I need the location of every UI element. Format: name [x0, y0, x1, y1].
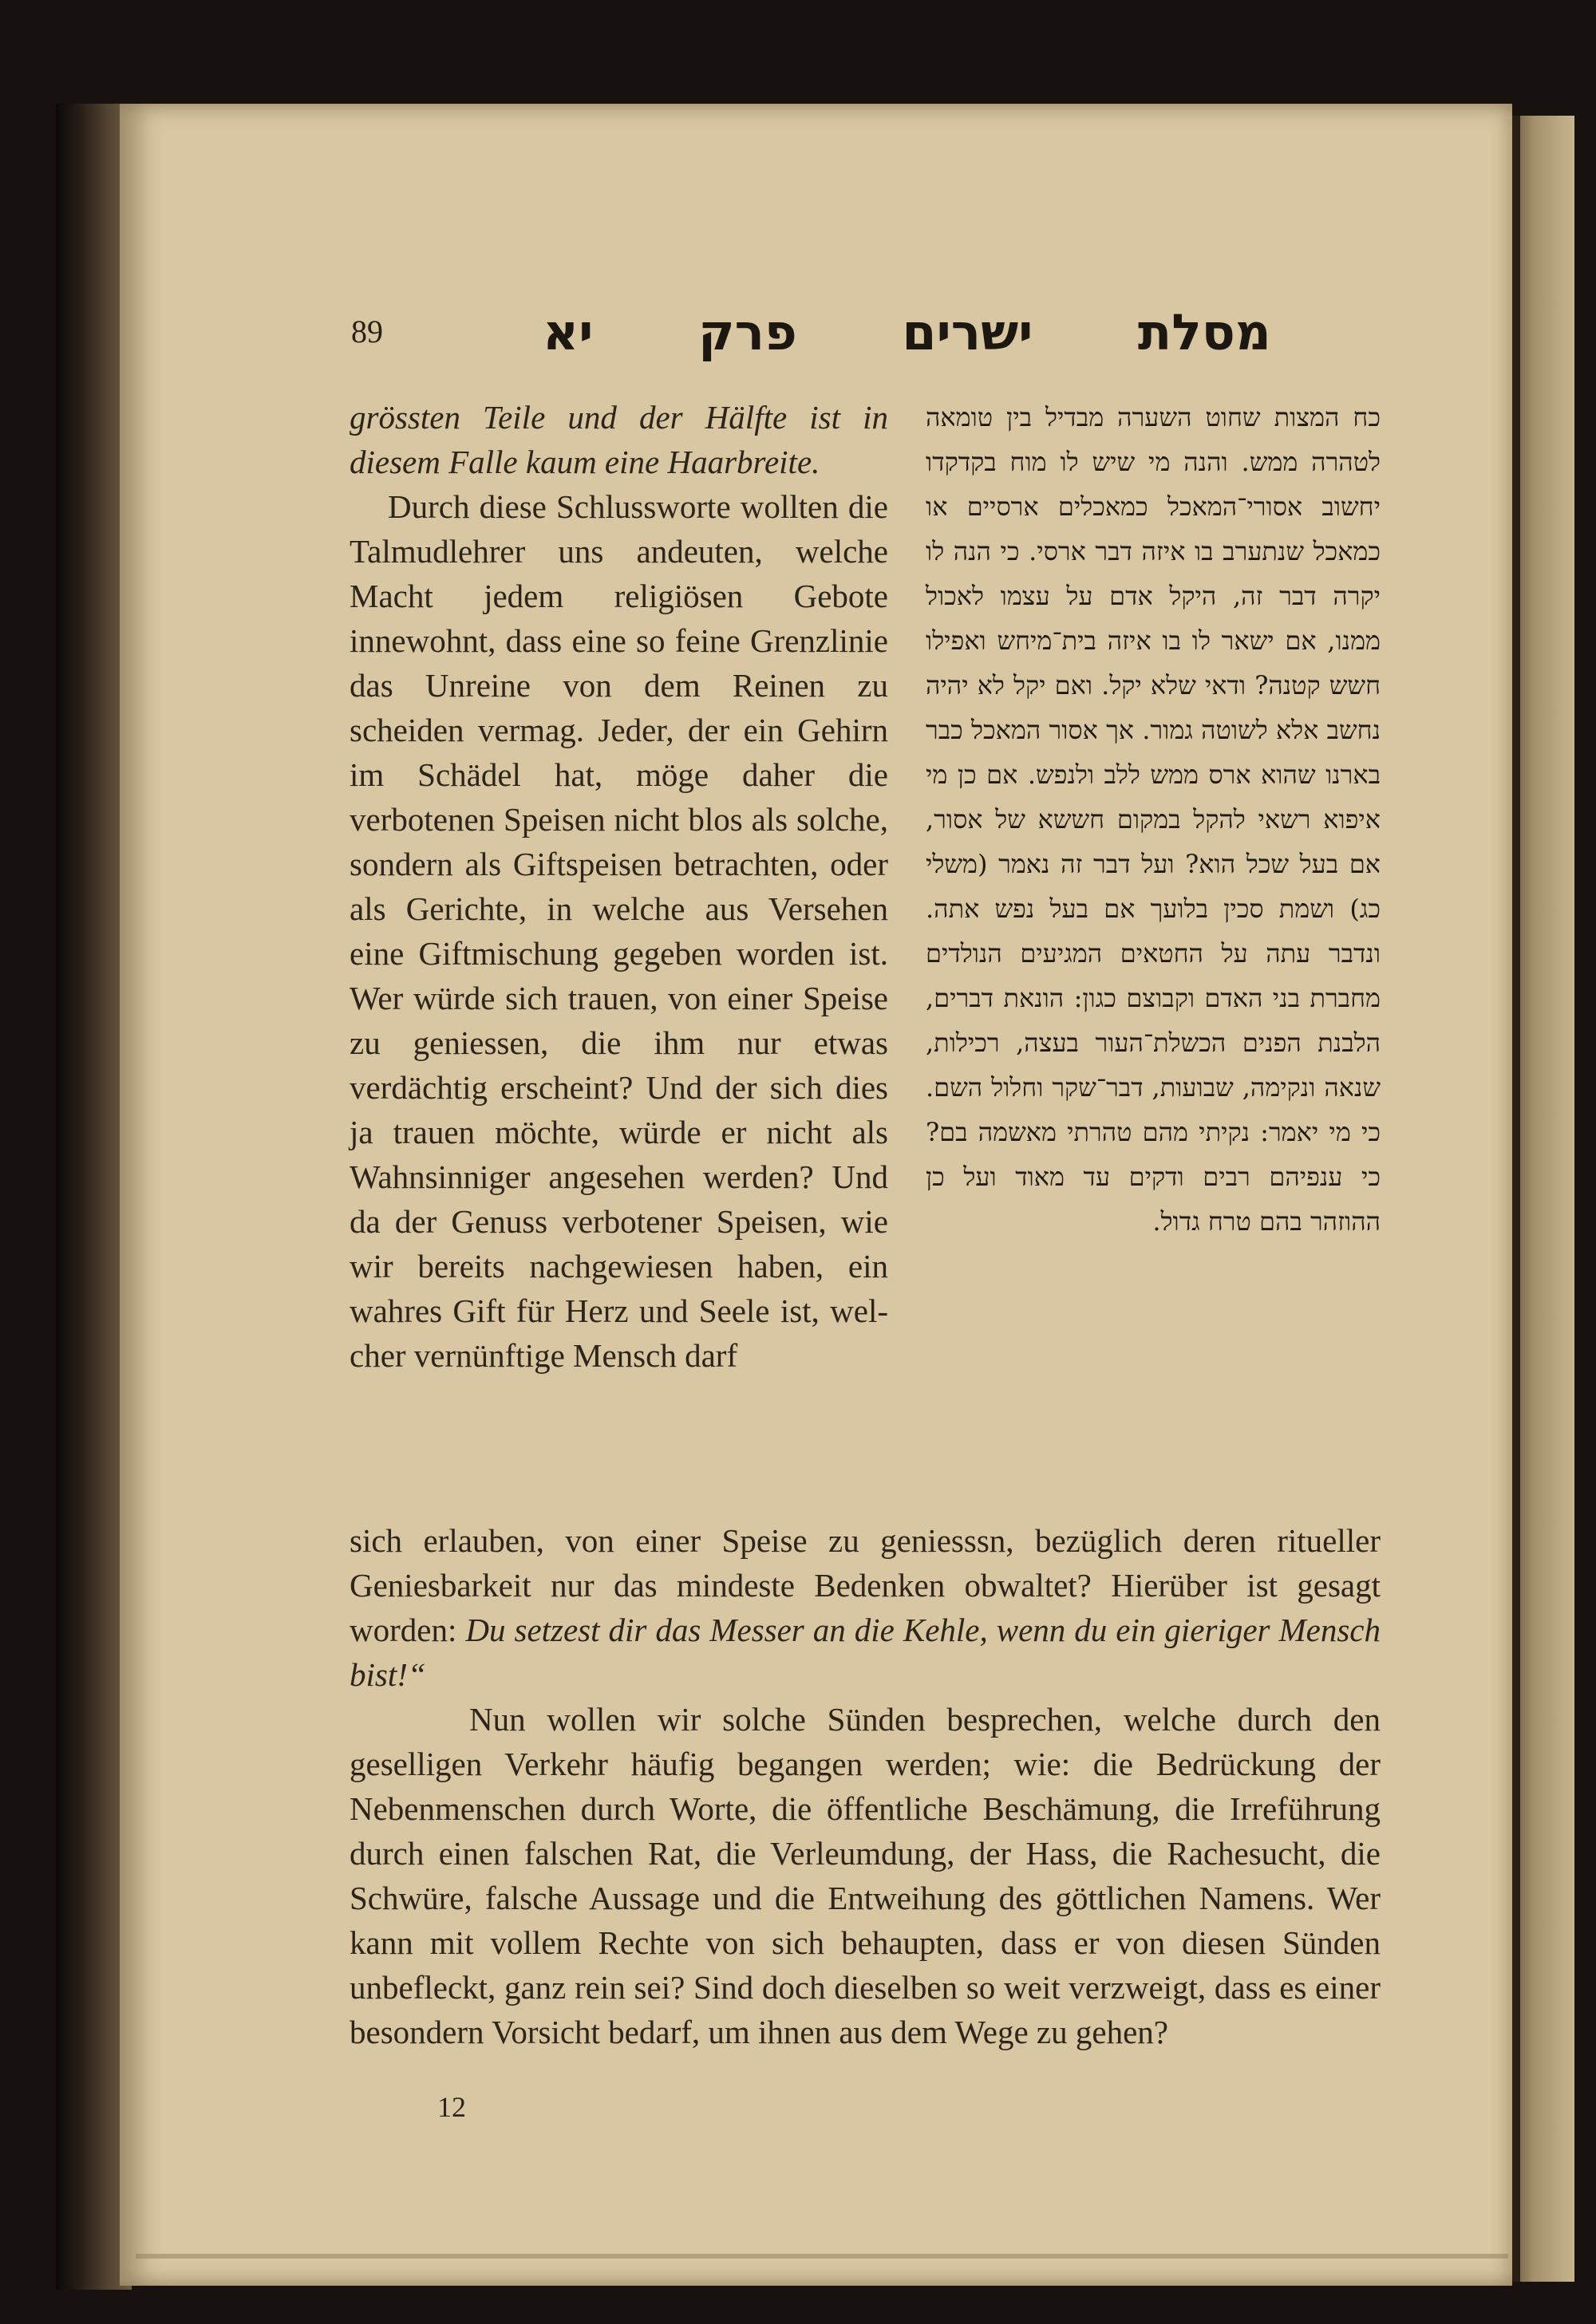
page-number: 89: [351, 314, 383, 349]
german-paragraph: Durch diese Schlussworte wollten die Talmudlehrer uns andeuten, welche Macht jedem religiösen Gebote innewohnt, dass eine so feine Grenzlinie das Unreine von dem Reinen zu scheiden vermag. Jeder, der ein Gehirn im Schädel hat, möge daher die verbotenen Speisen nicht blos als solche, sondern als Giftspeisen betrachten, oder als Gerichte, in welche aus Versehen eine Giftmischung gegeben worden ist. Wer würde sich trauen, von einer Speise zu geniessen, die ihm nur etwas verdächtig erscheint? Und der sich dies ja trauen möchte, würde er nicht als Wahnsinniger angesehen werden? Und da der Genuss verbotener Speisen, wie wir bereits nachgewiesen haben, ein wahres Gift für Herz und Seele ist, welcher vernünftige Mensch darf: [350, 488, 888, 1374]
hebrew-column: [926, 395, 1381, 1244]
adjacent-page-edge: [1512, 116, 1574, 2282]
german-paragraph-continued: grössten Teile und der Hälfte ist in diesem Falle kaum eine Haarbreite.: [350, 399, 888, 480]
page-gutter-shadow: [1512, 116, 1520, 2282]
continuation-text: sich erlauben, von einer Speise zu geniesssn, bezüglich deren ritueller Geniesbarkeit nur das mindeste Bedenken obwaltet? Hierüber ist gesagt worden:: [350, 1522, 1381, 1648]
running-header: [343, 303, 1381, 375]
page-bottom-edge: [136, 2254, 1508, 2259]
hebrew-paragraph: כח המצות שחוט השערה מבדיל בין טומאה לטהרה ממש. והנה מי שיש לו מוח בקדקדו יחשוב אסורי־המאכל כמאכלים ארסיים או כמאכל שנתערב בו איזה דבר ארסי. כי הנה לו יקרה דבר זה, היקל אדם על עצמו לאכול ממנו, אם ישאר לו בו איזה בית־מיחש ואפילו חשש קטנה? ודאי שלא יקל. ואם יקל לא יהיה נחשב אלא לשוטה גמור. אך אסור המאכל כבר בארנו שהוא ארס ממש ללב ולנפש. אם כן מי איפוא רשאי להקל במקום חששא של אסור, אם בעל שכל הוא? ועל דבר זה נאמר (משלי כג) ושמת סכין בלועך אם בעל נפש אתה. ונדבר עתה על החטאים המגיעים הנולדים מחברת בני האדם וקבוצם כגון: הונאת דברים, הלבנת הפנים הכשלת־העור בעצה, רכילות, שנאה ונקימה, שבועות, דבר־שקר וחלול השם. כי מי יאמר: נקיתי מהם טהרתי מאשמה בם? כי ענפיהם רבים ודקים עד מאוד ועל כן ההוזהר בהם טרח גדול.: [926, 402, 1381, 1237]
german-paragraph-continuation: [350, 1518, 1381, 1697]
running-title-hebrew: מסלת ישרים פרק יא: [543, 303, 1271, 361]
german-paragraph-new: Nun wollen wir solche Sünden besprechen, welche durch den geselligen Verkehr häufig begangen werden; wie: die Bedrückung der Nebenmenschen durch Worte, die öffentliche Beschämung, die Irreführung durch einen falschen Rat, die Verleumdung, der Hass, die Rachesucht, die Schwüre, falsche Aussage und die Entweihung des göttlichen Namens. Wer kann mit vollem Rechte von sich behaupten, dass er von diesen Sünden unbefleckt, ganz rein sei? Sind doch dieselben so weit verzweigt, dass es einer besondern Vorsicht bedarf, um ihnen aus dem Wege zu gehen?: [350, 1701, 1381, 2050]
german-column: [350, 395, 888, 1378]
talmud-quote: Du setzest dir das Messer an die Kehle, wenn du ein gieriger Mensch bist!“: [350, 1612, 1381, 1693]
printer-signature-mark: 12: [437, 2091, 466, 2123]
german-full-width-text: [350, 1518, 1381, 2054]
